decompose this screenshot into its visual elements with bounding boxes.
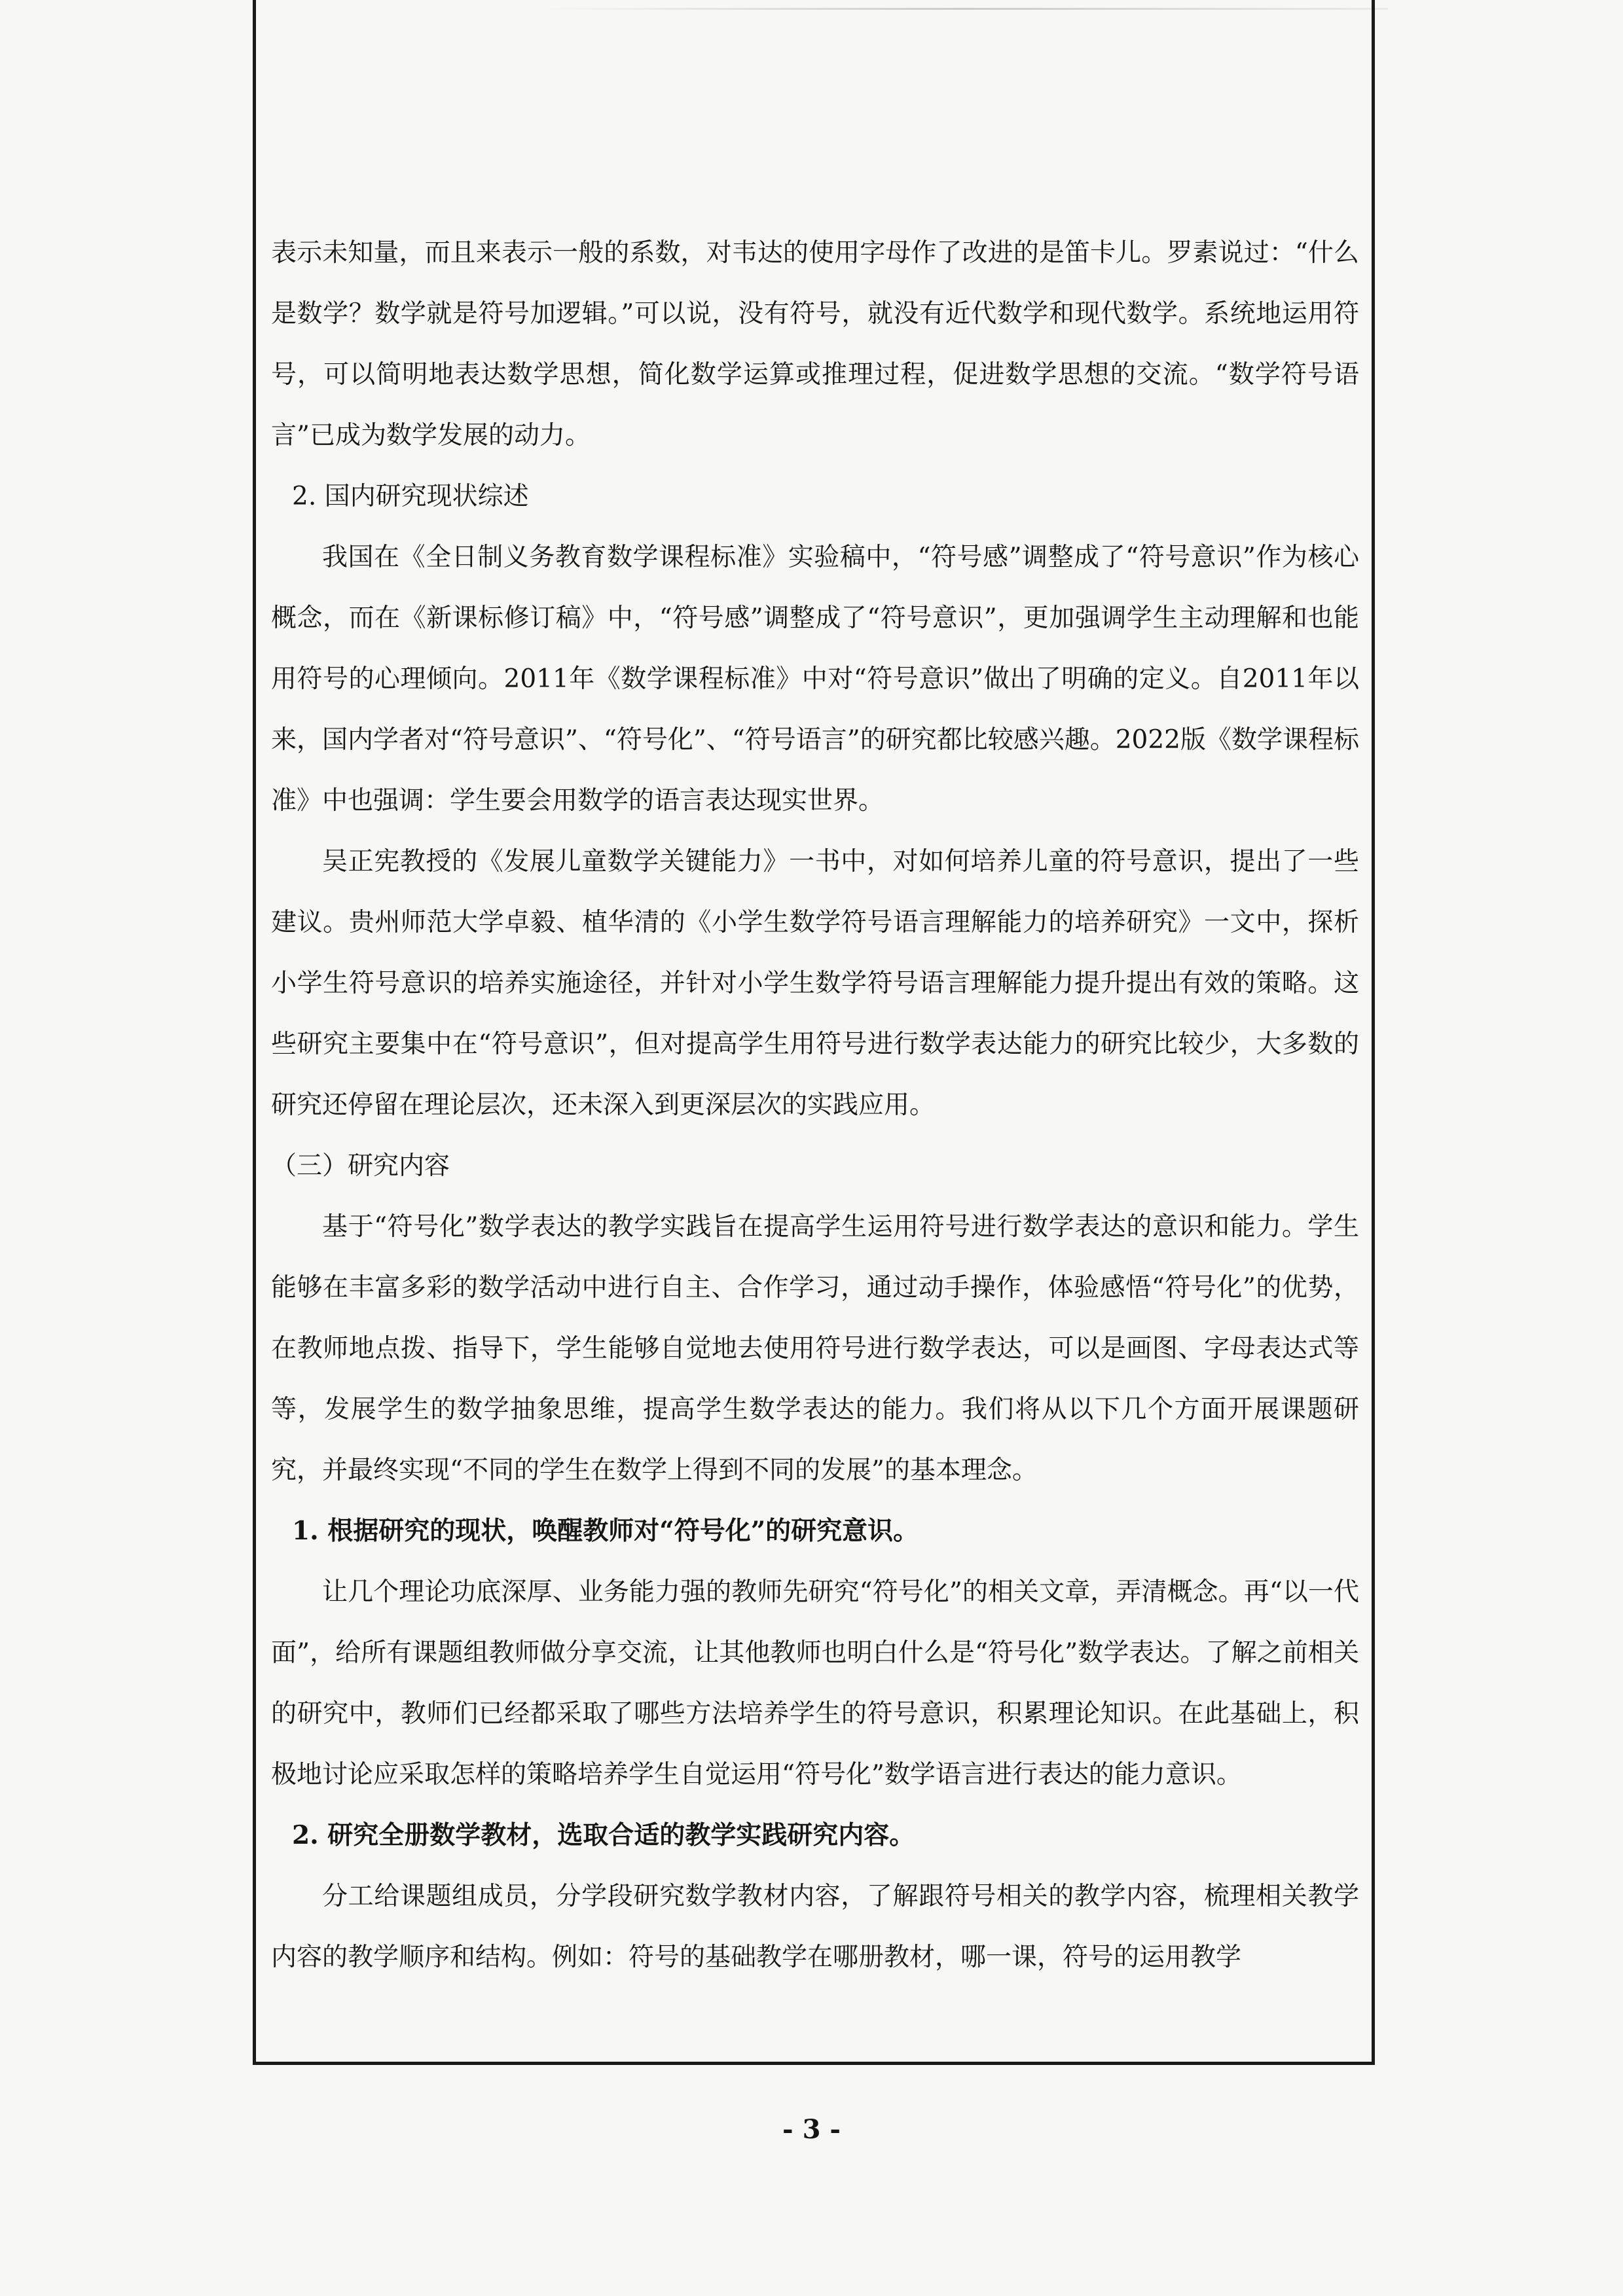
- paragraph-textbook-division: 分工给课题组成员，分学段研究数学教材内容，了解跟符号相关的教学内容，梳理相关教学内容的教学顺序和结构。例如：符号的基础教学在哪册教材，哪一课，符号的运用教学: [271, 1882, 1359, 1972]
- heading-study-textbooks: 2. 研究全册数学教材，选取合适的教学实践研究内容。: [292, 1820, 915, 1850]
- section-research-content: （三）研究内容: [271, 1151, 450, 1181]
- paragraph-curriculum-standard: 我国在《全日制义务教育数学课程标准》实验稿中，“符号感”调整成了“符号意识”作为核心概念，而在《新课标修订稿》中，“符号感”调整成了“符号意识”，更加强调学生主动理解和也能用符号的心理倾向。2011年《数学课程标准》中对“符号意识”做出了明确的定义。自2011年以来，国内学者对“符号意识”、“符号化”、“符号语言”的研究都比较感兴趣。2022版《数学课程标准》中也强调：学生要会用数学的语言表达现实世界。: [271, 543, 1359, 816]
- paragraph-teacher-sharing: 让几个理论功底深厚、业务能力强的教师先研究“符号化”的相关文章，弄清概念。再“以一代面”，给所有课题组教师做分享交流，让其他教师也明白什么是“符号化”数学表达。了解之前相关的研究中，教师们已经都采取了哪些方法培养学生的符号意识，积累理论知识。在此基础上，积极地讨论应采取怎样的策略培养学生自觉运用“符号化”数学语言进行表达的能力意识。: [271, 1577, 1359, 1789]
- heading-domestic-research: 2. 国内研究现状综述: [292, 482, 529, 511]
- page-number: - 3 -: [782, 2114, 841, 2145]
- heading-awaken-teachers: 1. 根据研究的现状，唤醒教师对“符号化”的研究意识。: [292, 1516, 919, 1546]
- paragraph-research-goal: 基于“符号化”数学表达的教学实践旨在提高学生运用符号进行数学表达的意识和能力。学生能够在丰富多彩的数学活动中进行自主、合作学习，通过动手操作，体验感悟“符号化”的优势，在教师地点拨、指导下，学生能够自觉地去使用符号进行数学表达，可以是画图、字母表达式等等，发展学生的数学抽象思维，提高学生数学表达的能力。我们将从以下几个方面开展课题研究，并最终实现“不同的学生在数学上得到不同的发展”的基本理念。: [271, 1212, 1359, 1485]
- document-body: [271, 223, 1359, 1988]
- paragraph-continuation: 表示未知量，而且来表示一般的系数，对韦达的使用字母作了改进的是笛卡儿。罗素说过：“什么是数学？数学就是符号加逻辑。”可以说，没有符号，就没有近代数学和现代数学。系统地运用符号，可以简明地表达数学思想，简化数学运算或推理过程，促进数学思想的交流。“数学符号语言”已成为数学发展的动力。: [271, 238, 1359, 450]
- paragraph-scholars: 吴正宪教授的《发展儿童数学关键能力》一书中，对如何培养儿童的符号意识，提出了一些建议。贵州师范大学卓毅、植华清的《小学生数学符号语言理解能力的培养研究》一文中，探析小学生符号意识的培养实施途径，并针对小学生数学符号语言理解能力提升提出有效的策略。这些研究主要集中在“符号意识”，但对提高学生用符号进行数学表达能力的研究比较少，大多数的研究还停留在理论层次，还未深入到更深层次的实践应用。: [271, 847, 1359, 1120]
